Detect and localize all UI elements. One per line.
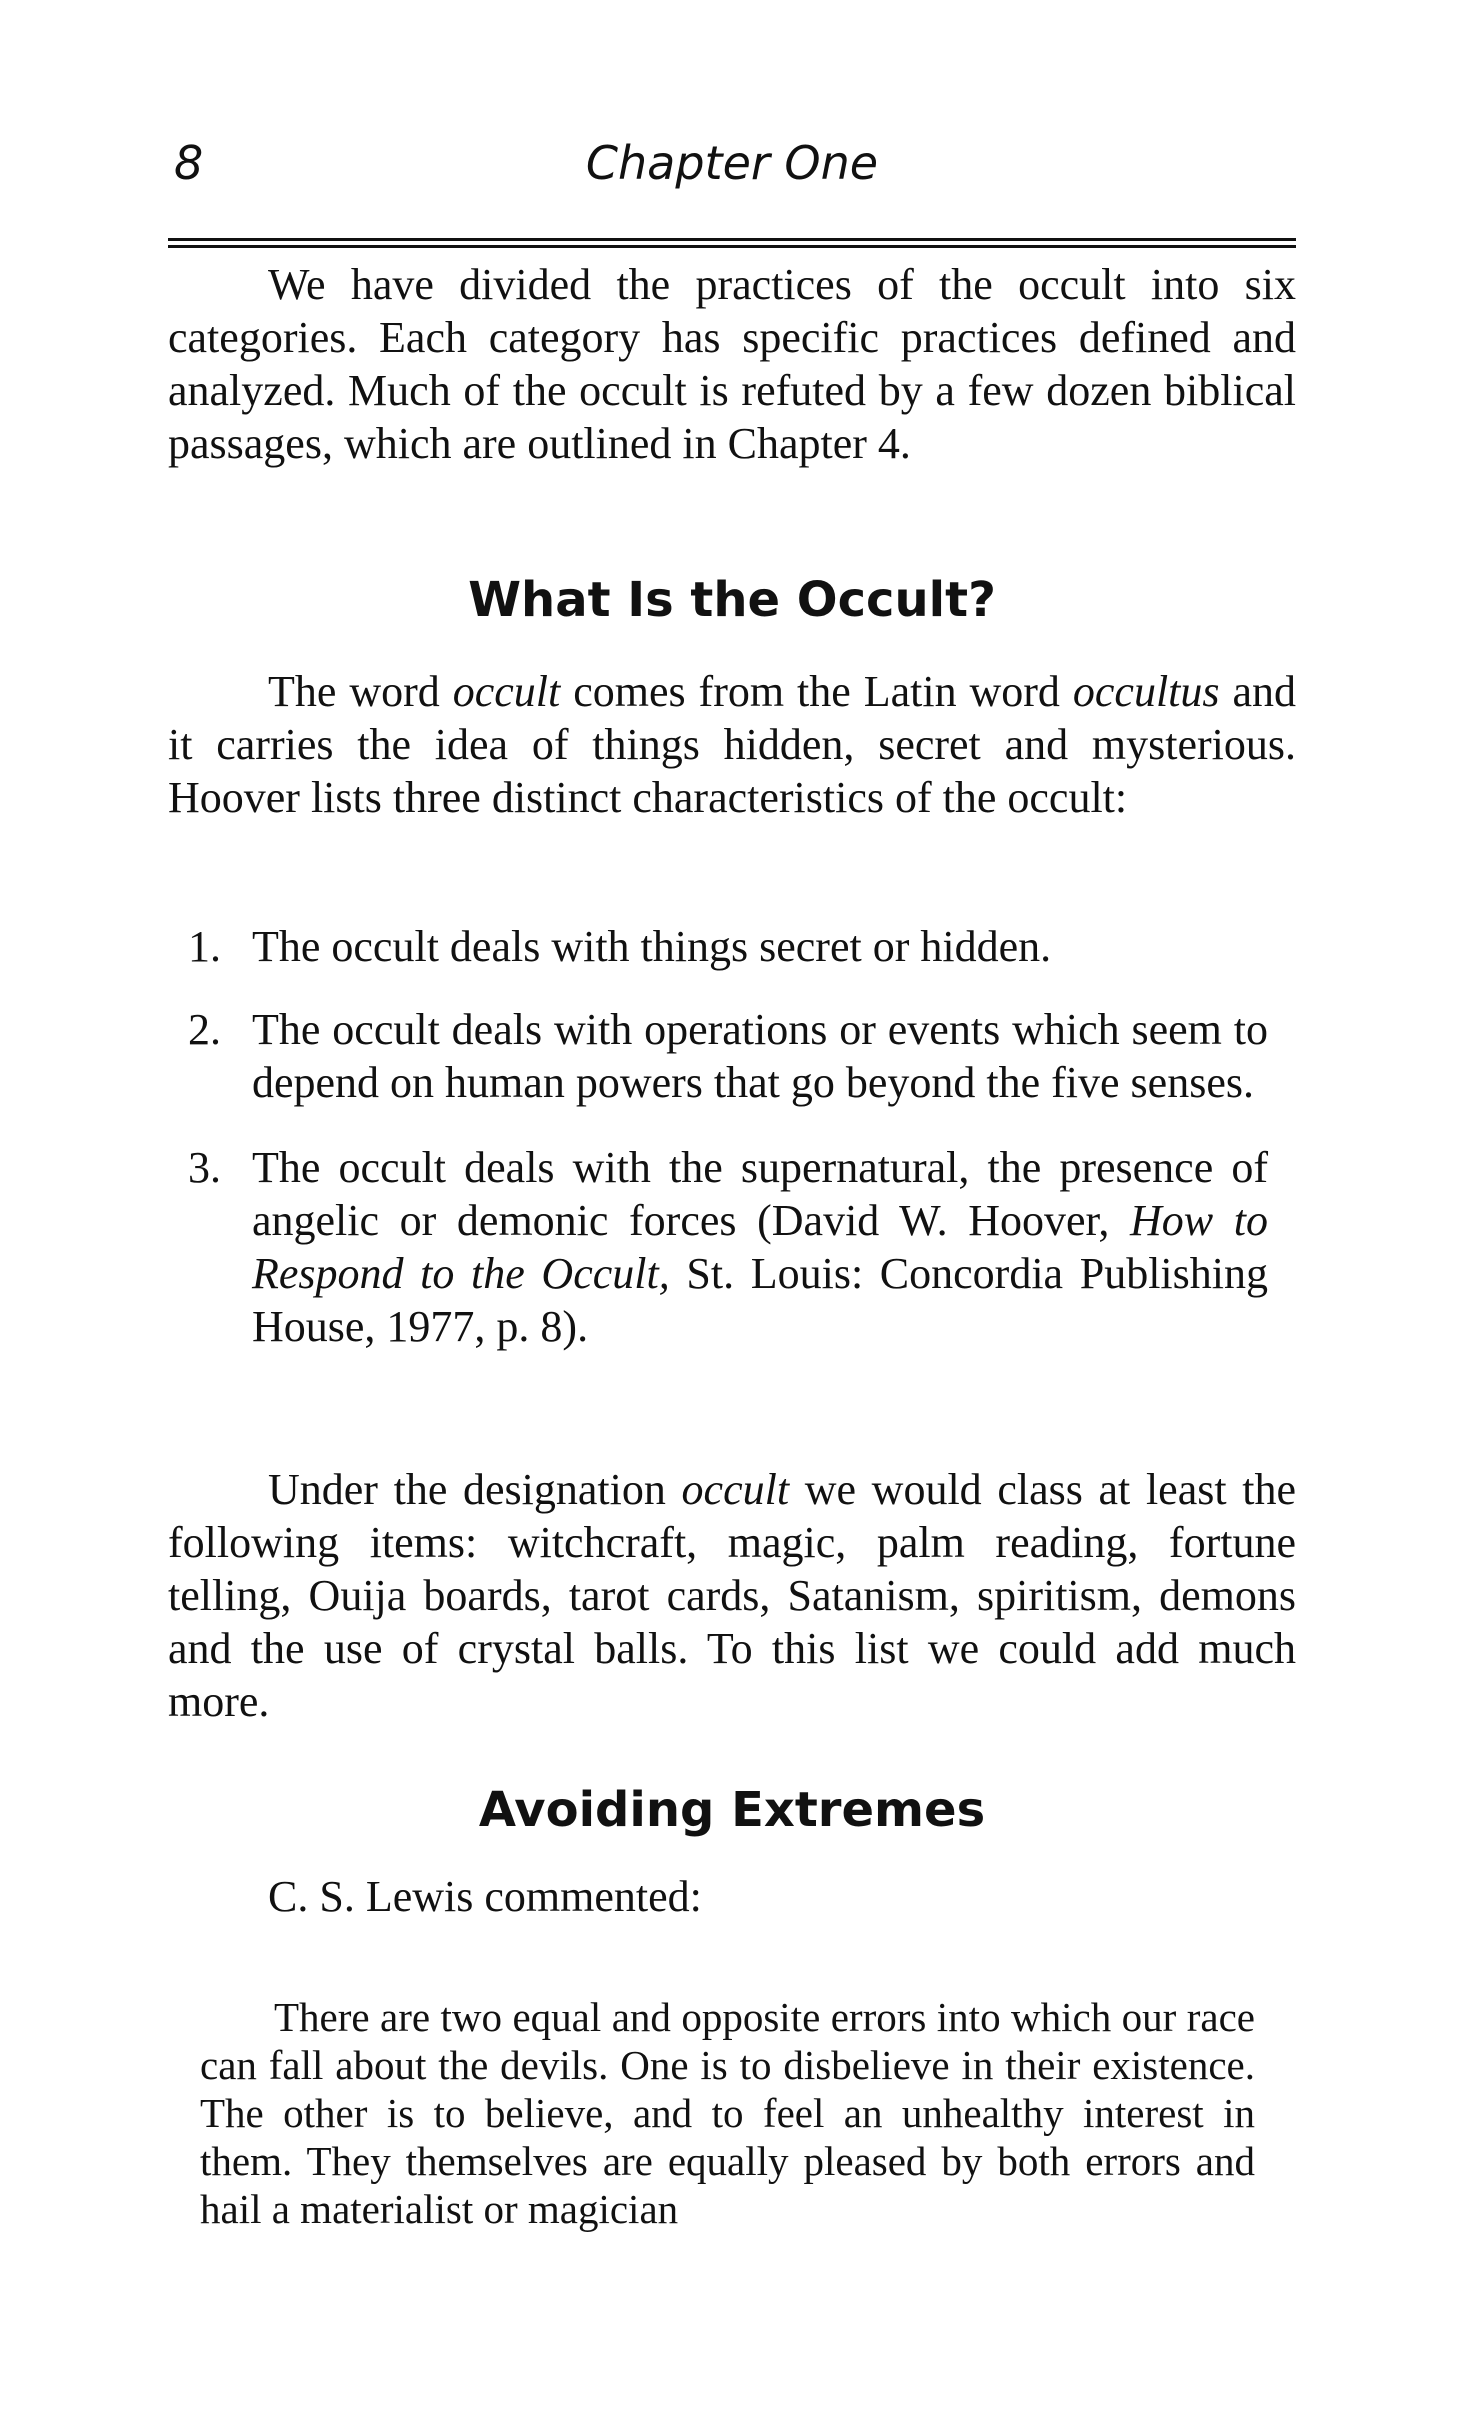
text-run: comes from the Latin word [560, 667, 1073, 716]
characteristics-list [168, 920, 1268, 1353]
text-run: St. Louis: Concordia Publishing House, 1977, p. 8). [252, 1249, 1269, 1351]
list-item-text [252, 1143, 1268, 1351]
list-number: 2. [188, 1005, 221, 1054]
list-item-text: The occult deals with operations or events which seem to depend on human powers that go beyond the five senses. [252, 1005, 1268, 1107]
italic-term-occultus: occultus [1072, 667, 1220, 716]
list-number: 3. [188, 1143, 221, 1192]
section-heading-what-is-the-occult: What Is the Occult? [468, 572, 996, 628]
lewis-block-quote: There are two equal and opposite errors into which our race can fall about the devils. One is to disbelieve in their existence. The other is to believe, and to feel an unhealthy interest in them. They themselves are equally pleased by both errors and hail a materialist or magician [200, 1994, 1255, 2232]
running-head [168, 128, 1296, 198]
text-run: The occult deals with the supernatural, the presence of angelic or demonic forces (David W. Hoover, [252, 1143, 1268, 1245]
text-run: The word [268, 667, 453, 716]
list-item [168, 1141, 1268, 1353]
page-number: 8 [174, 136, 204, 190]
header-double-rule [168, 238, 1296, 248]
intro-paragraph: We have divided the practices of the occult into six categories. Each category has specific practices defined and analyzed. Much of the occult is refuted by a few dozen biblical passages, which are outlined in Chapter 4. [168, 260, 1296, 468]
text-run: we would class at least the following items: witchcraft, magic, palm reading, fortune telling, Ouija boards, tarot cards, Satanism, spiritism, demons and the use of crystal balls. To this list we could add much more. [168, 1465, 1296, 1726]
list-item [168, 1003, 1268, 1109]
section-heading-avoiding-extremes: Avoiding Extremes [478, 1782, 986, 1838]
list-item [168, 920, 1268, 973]
chapter-title: Chapter One [585, 136, 879, 190]
text-run: and it carries the idea of things hidden, secret and mysterious. Hoover lists three distinct characteristics of the occult: [168, 667, 1297, 822]
italic-book-title: How to Respond to the Occult, [252, 1196, 1268, 1298]
text-run: Under the designation [268, 1465, 682, 1514]
italic-term-occult: occult [681, 1465, 790, 1514]
lewis-lead-line: C. S. Lewis commented: [268, 1872, 702, 1921]
italic-term-occult: occult [452, 667, 561, 716]
occult-definition-paragraph [168, 665, 1296, 824]
list-number: 1. [188, 922, 221, 971]
list-item-text: The occult deals with things secret or hidden. [252, 922, 1052, 971]
occult-items-paragraph [168, 1463, 1296, 1728]
